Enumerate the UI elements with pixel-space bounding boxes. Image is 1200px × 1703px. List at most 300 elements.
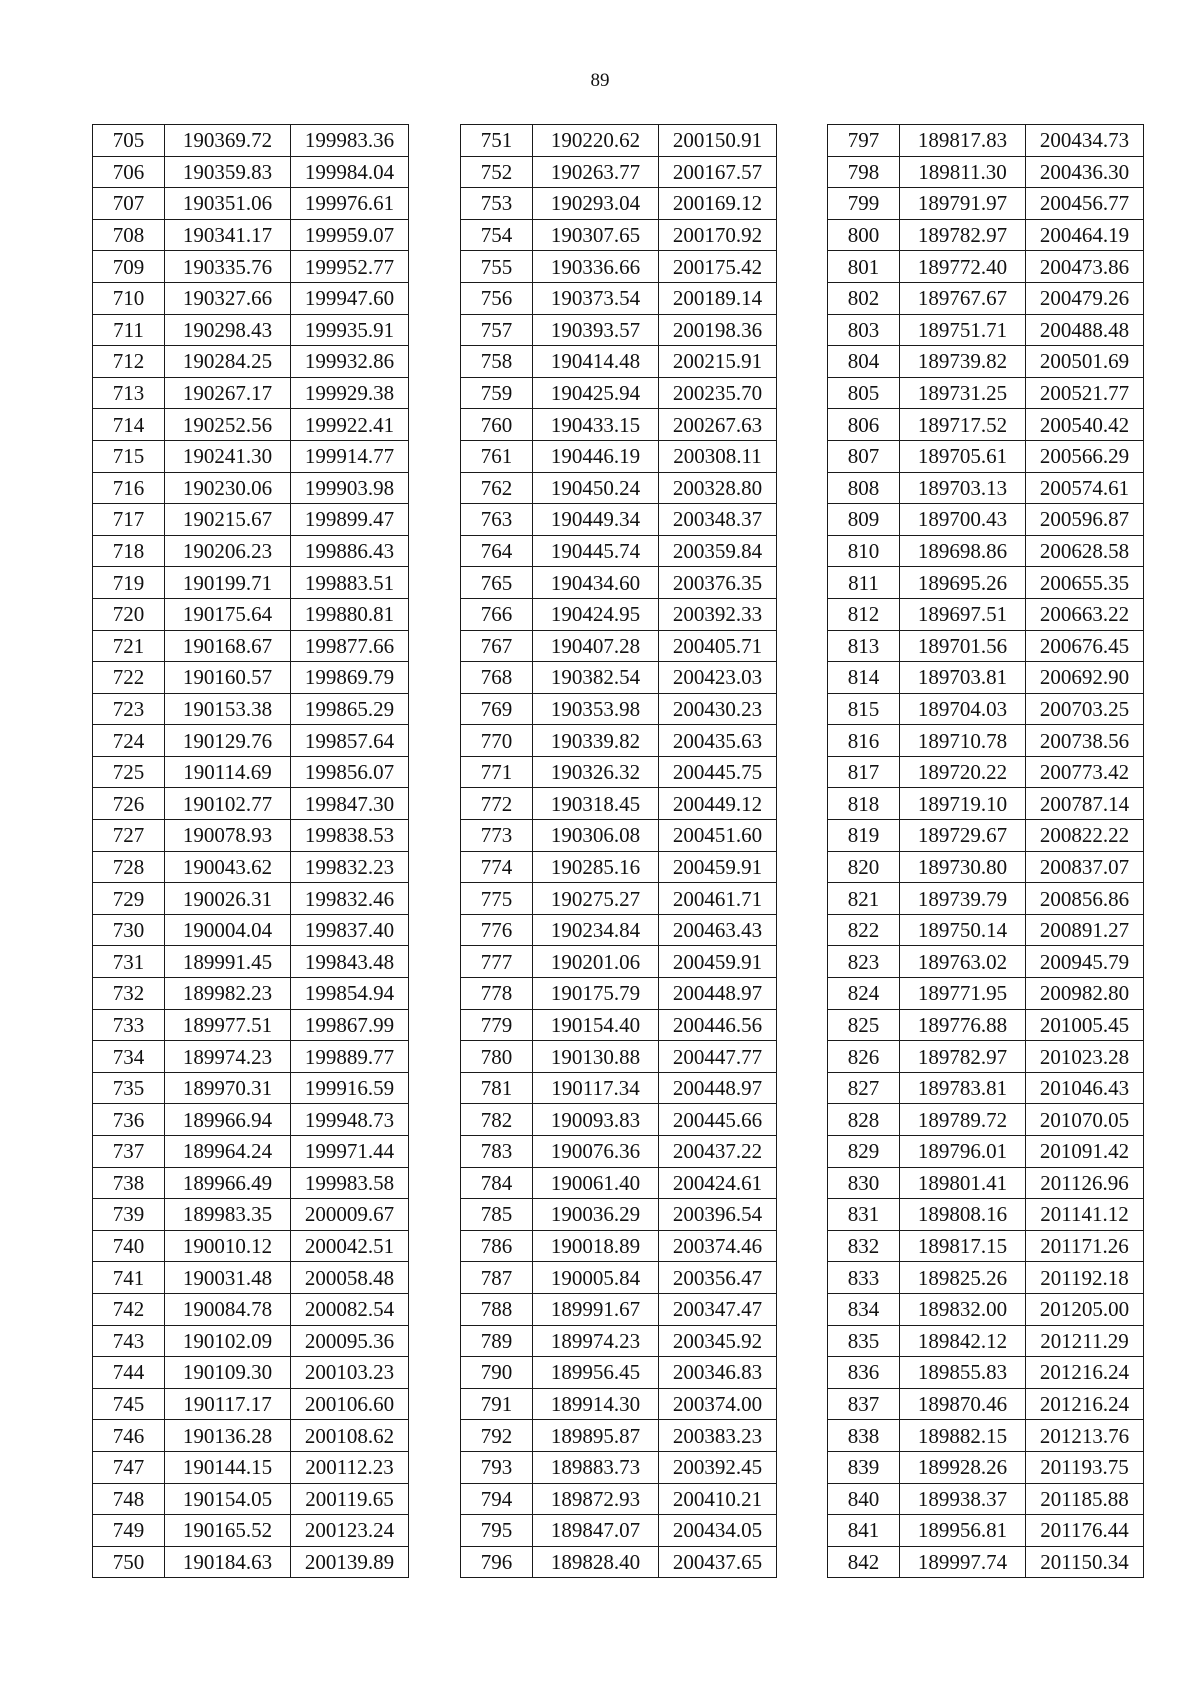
y-coordinate-cell: 200095.36: [291, 1325, 409, 1357]
point-number-cell: 745: [93, 1388, 165, 1420]
point-number-cell: 733: [93, 1009, 165, 1041]
table-row: [93, 1388, 409, 1420]
y-coordinate-cell: 200837.07: [1026, 851, 1144, 883]
table-row: [461, 1546, 777, 1578]
y-coordinate-cell: 199832.23: [291, 851, 409, 883]
point-number-cell: 803: [828, 314, 900, 346]
y-coordinate-cell: 200267.63: [659, 409, 777, 441]
table-row: [828, 1072, 1144, 1104]
y-coordinate-cell: 200540.42: [1026, 409, 1144, 441]
y-coordinate-cell: 200139.89: [291, 1546, 409, 1578]
x-coordinate-cell: 190201.06: [533, 946, 659, 978]
point-number-cell: 816: [828, 725, 900, 757]
point-number-cell: 740: [93, 1230, 165, 1262]
y-coordinate-cell: 200448.97: [659, 1072, 777, 1104]
point-number-cell: 829: [828, 1136, 900, 1168]
point-number-cell: 835: [828, 1325, 900, 1357]
table-row: [461, 1167, 777, 1199]
table-row: [461, 820, 777, 852]
table-row: [828, 1451, 1144, 1483]
point-number-cell: 810: [828, 535, 900, 567]
x-coordinate-cell: 190102.09: [165, 1325, 291, 1357]
x-coordinate-cell: 189870.46: [900, 1388, 1026, 1420]
table-row: [828, 1136, 1144, 1168]
y-coordinate-cell: 199935.91: [291, 314, 409, 346]
point-number-cell: 713: [93, 377, 165, 409]
y-coordinate-cell: 200488.48: [1026, 314, 1144, 346]
y-coordinate-cell: 200346.83: [659, 1357, 777, 1389]
x-coordinate-cell: 189974.23: [533, 1325, 659, 1357]
y-coordinate-cell: 200392.45: [659, 1451, 777, 1483]
table-row: [461, 472, 777, 504]
point-number-cell: 763: [461, 504, 533, 536]
y-coordinate-cell: 201211.29: [1026, 1325, 1144, 1357]
x-coordinate-cell: 190306.08: [533, 820, 659, 852]
table-row: [828, 219, 1144, 251]
table-row: [461, 504, 777, 536]
table-row: [461, 630, 777, 662]
table-row: [461, 1451, 777, 1483]
point-number-cell: 834: [828, 1293, 900, 1325]
x-coordinate-cell: 189991.45: [165, 946, 291, 978]
x-coordinate-cell: 190382.54: [533, 662, 659, 694]
table-row: [828, 1167, 1144, 1199]
x-coordinate-cell: 189701.56: [900, 630, 1026, 662]
table-row: [461, 1357, 777, 1389]
x-coordinate-cell: 190449.34: [533, 504, 659, 536]
table-row: [93, 1230, 409, 1262]
table-row: [461, 1325, 777, 1357]
x-coordinate-cell: 189983.35: [165, 1199, 291, 1231]
table-row: [93, 756, 409, 788]
point-number-cell: 739: [93, 1199, 165, 1231]
x-coordinate-cell: 189782.97: [900, 1041, 1026, 1073]
y-coordinate-cell: 200449.12: [659, 788, 777, 820]
x-coordinate-cell: 189956.45: [533, 1357, 659, 1389]
point-number-cell: 714: [93, 409, 165, 441]
point-number-cell: 711: [93, 314, 165, 346]
y-coordinate-cell: 200434.05: [659, 1515, 777, 1547]
table-row: [461, 156, 777, 188]
y-coordinate-cell: 200703.25: [1026, 693, 1144, 725]
table-row: [828, 978, 1144, 1010]
x-coordinate-cell: 190206.23: [165, 535, 291, 567]
x-coordinate-cell: 189697.51: [900, 598, 1026, 630]
table-row: [93, 409, 409, 441]
point-number-cell: 738: [93, 1167, 165, 1199]
x-coordinate-cell: 190373.54: [533, 282, 659, 314]
point-number-cell: 706: [93, 156, 165, 188]
table-row: [461, 693, 777, 725]
point-number-cell: 765: [461, 567, 533, 599]
table-row: [828, 1009, 1144, 1041]
y-coordinate-cell: 200891.27: [1026, 914, 1144, 946]
x-coordinate-cell: 189842.12: [900, 1325, 1026, 1357]
y-coordinate-cell: 200447.77: [659, 1041, 777, 1073]
table-row: [828, 756, 1144, 788]
table-row: [461, 1388, 777, 1420]
y-coordinate-cell: 200459.91: [659, 851, 777, 883]
x-coordinate-cell: 189700.43: [900, 504, 1026, 536]
x-coordinate-cell: 189817.83: [900, 125, 1026, 157]
table-row: [93, 662, 409, 694]
table-row: [93, 788, 409, 820]
y-coordinate-cell: 199880.81: [291, 598, 409, 630]
y-coordinate-cell: 200574.61: [1026, 472, 1144, 504]
x-coordinate-cell: 189703.81: [900, 662, 1026, 694]
table-row: [93, 440, 409, 472]
x-coordinate-cell: 190241.30: [165, 440, 291, 472]
x-coordinate-cell: 189977.51: [165, 1009, 291, 1041]
x-coordinate-cell: 190220.62: [533, 125, 659, 157]
x-coordinate-cell: 189772.40: [900, 251, 1026, 283]
table-row: [828, 630, 1144, 662]
point-number-cell: 781: [461, 1072, 533, 1104]
y-coordinate-cell: 200347.47: [659, 1293, 777, 1325]
point-number-cell: 718: [93, 535, 165, 567]
y-coordinate-cell: 201171.26: [1026, 1230, 1144, 1262]
y-coordinate-cell: 200822.22: [1026, 820, 1144, 852]
point-number-cell: 767: [461, 630, 533, 662]
y-coordinate-cell: 199929.38: [291, 377, 409, 409]
x-coordinate-cell: 190018.89: [533, 1230, 659, 1262]
y-coordinate-cell: 201213.76: [1026, 1420, 1144, 1452]
x-coordinate-cell: 189750.14: [900, 914, 1026, 946]
table-row: [461, 251, 777, 283]
table-row: [828, 946, 1144, 978]
point-number-cell: 825: [828, 1009, 900, 1041]
point-number-cell: 795: [461, 1515, 533, 1547]
table-row: [461, 662, 777, 694]
table-row: [93, 188, 409, 220]
x-coordinate-cell: 190136.28: [165, 1420, 291, 1452]
point-number-cell: 749: [93, 1515, 165, 1547]
x-coordinate-cell: 189811.30: [900, 156, 1026, 188]
y-coordinate-cell: 200374.00: [659, 1388, 777, 1420]
table-row: [461, 1104, 777, 1136]
y-coordinate-cell: 200009.67: [291, 1199, 409, 1231]
table-row: [828, 883, 1144, 915]
point-number-cell: 736: [93, 1104, 165, 1136]
table-row: [828, 440, 1144, 472]
x-coordinate-cell: 190327.66: [165, 282, 291, 314]
point-number-cell: 776: [461, 914, 533, 946]
y-coordinate-cell: 200787.14: [1026, 788, 1144, 820]
x-coordinate-cell: 189970.31: [165, 1072, 291, 1104]
x-coordinate-cell: 190130.88: [533, 1041, 659, 1073]
point-number-cell: 802: [828, 282, 900, 314]
y-coordinate-cell: 201185.88: [1026, 1483, 1144, 1515]
x-coordinate-cell: 190036.29: [533, 1199, 659, 1231]
x-coordinate-cell: 190010.12: [165, 1230, 291, 1262]
point-number-cell: 775: [461, 883, 533, 915]
y-coordinate-cell: 200103.23: [291, 1357, 409, 1389]
point-number-cell: 779: [461, 1009, 533, 1041]
table-row: [93, 914, 409, 946]
table-row: [461, 756, 777, 788]
y-coordinate-cell: 200175.42: [659, 251, 777, 283]
y-coordinate-cell: 199983.36: [291, 125, 409, 157]
point-number-cell: 780: [461, 1041, 533, 1073]
x-coordinate-cell: 189703.13: [900, 472, 1026, 504]
x-coordinate-cell: 190102.77: [165, 788, 291, 820]
table-row: [828, 1262, 1144, 1294]
table-row: [93, 978, 409, 1010]
point-number-cell: 768: [461, 662, 533, 694]
y-coordinate-cell: 200430.23: [659, 693, 777, 725]
point-number-cell: 744: [93, 1357, 165, 1389]
y-coordinate-cell: 199952.77: [291, 251, 409, 283]
y-coordinate-cell: 200198.36: [659, 314, 777, 346]
y-coordinate-cell: 201005.45: [1026, 1009, 1144, 1041]
point-number-cell: 828: [828, 1104, 900, 1136]
y-coordinate-cell: 199971.44: [291, 1136, 409, 1168]
point-number-cell: 782: [461, 1104, 533, 1136]
point-number-cell: 812: [828, 598, 900, 630]
point-number-cell: 804: [828, 346, 900, 378]
x-coordinate-cell: 189883.73: [533, 1451, 659, 1483]
x-coordinate-cell: 190284.25: [165, 346, 291, 378]
x-coordinate-cell: 189767.67: [900, 282, 1026, 314]
x-coordinate-cell: 190109.30: [165, 1357, 291, 1389]
y-coordinate-cell: 200058.48: [291, 1262, 409, 1294]
y-coordinate-cell: 200692.90: [1026, 662, 1144, 694]
x-coordinate-cell: 189928.26: [900, 1451, 1026, 1483]
table-row: [461, 914, 777, 946]
point-number-cell: 708: [93, 219, 165, 251]
x-coordinate-cell: 189730.80: [900, 851, 1026, 883]
point-number-cell: 838: [828, 1420, 900, 1452]
point-number-cell: 837: [828, 1388, 900, 1420]
x-coordinate-cell: 190004.04: [165, 914, 291, 946]
point-number-cell: 734: [93, 1041, 165, 1073]
x-coordinate-cell: 190160.57: [165, 662, 291, 694]
table-row: [93, 630, 409, 662]
page-number: 89: [590, 70, 610, 91]
table-row: [93, 1546, 409, 1578]
y-coordinate-cell: 199903.98: [291, 472, 409, 504]
x-coordinate-cell: 190026.31: [165, 883, 291, 915]
y-coordinate-cell: 199883.51: [291, 567, 409, 599]
table-row: [461, 377, 777, 409]
point-number-cell: 725: [93, 756, 165, 788]
y-coordinate-cell: 201176.44: [1026, 1515, 1144, 1547]
x-coordinate-cell: 189704.03: [900, 693, 1026, 725]
x-coordinate-cell: 190076.36: [533, 1136, 659, 1168]
table-row: [461, 1199, 777, 1231]
y-coordinate-cell: 199889.77: [291, 1041, 409, 1073]
x-coordinate-cell: 190425.94: [533, 377, 659, 409]
table-row: [828, 125, 1144, 157]
point-number-cell: 716: [93, 472, 165, 504]
y-coordinate-cell: 200167.57: [659, 156, 777, 188]
point-number-cell: 807: [828, 440, 900, 472]
point-number-cell: 815: [828, 693, 900, 725]
table-row: [93, 219, 409, 251]
point-number-cell: 730: [93, 914, 165, 946]
y-coordinate-cell: 200437.22: [659, 1136, 777, 1168]
y-coordinate-cell: 200042.51: [291, 1230, 409, 1262]
table-row: [828, 409, 1144, 441]
x-coordinate-cell: 190450.24: [533, 472, 659, 504]
y-coordinate-cell: 200856.86: [1026, 883, 1144, 915]
x-coordinate-cell: 189966.49: [165, 1167, 291, 1199]
table-row: [93, 125, 409, 157]
point-number-cell: 772: [461, 788, 533, 820]
table-row: [828, 1293, 1144, 1325]
table-row: [461, 788, 777, 820]
x-coordinate-cell: 189782.97: [900, 219, 1026, 251]
x-coordinate-cell: 190165.52: [165, 1515, 291, 1547]
point-number-cell: 793: [461, 1451, 533, 1483]
table-row: [93, 1041, 409, 1073]
point-number-cell: 723: [93, 693, 165, 725]
x-coordinate-cell: 190318.45: [533, 788, 659, 820]
y-coordinate-cell: 199832.46: [291, 883, 409, 915]
y-coordinate-cell: 200169.12: [659, 188, 777, 220]
y-coordinate-cell: 201023.28: [1026, 1041, 1144, 1073]
x-coordinate-cell: 190393.57: [533, 314, 659, 346]
point-number-cell: 784: [461, 1167, 533, 1199]
x-coordinate-cell: 189729.67: [900, 820, 1026, 852]
table-row: [461, 598, 777, 630]
x-coordinate-cell: 189991.67: [533, 1293, 659, 1325]
table-row: [461, 978, 777, 1010]
table-row: [828, 1515, 1144, 1547]
x-coordinate-cell: 190275.27: [533, 883, 659, 915]
table-row: [93, 156, 409, 188]
y-coordinate-cell: 199947.60: [291, 282, 409, 314]
x-coordinate-cell: 189828.40: [533, 1546, 659, 1578]
table-row: [461, 1262, 777, 1294]
point-number-cell: 759: [461, 377, 533, 409]
table-row: [828, 472, 1144, 504]
point-number-cell: 778: [461, 978, 533, 1010]
y-coordinate-cell: 200436.30: [1026, 156, 1144, 188]
table-row: [461, 125, 777, 157]
y-coordinate-cell: 201216.24: [1026, 1357, 1144, 1389]
x-coordinate-cell: 190433.15: [533, 409, 659, 441]
y-coordinate-cell: 200423.03: [659, 662, 777, 694]
point-number-cell: 820: [828, 851, 900, 883]
x-coordinate-cell: 190199.71: [165, 567, 291, 599]
table-row: [93, 1136, 409, 1168]
x-coordinate-cell: 190031.48: [165, 1262, 291, 1294]
x-coordinate-cell: 190184.63: [165, 1546, 291, 1578]
y-coordinate-cell: 200328.80: [659, 472, 777, 504]
point-number-cell: 794: [461, 1483, 533, 1515]
y-coordinate-cell: 200235.70: [659, 377, 777, 409]
table-row: [93, 251, 409, 283]
point-number-cell: 833: [828, 1262, 900, 1294]
table-row: [461, 1072, 777, 1104]
x-coordinate-cell: 190117.34: [533, 1072, 659, 1104]
table-row: [828, 662, 1144, 694]
x-coordinate-cell: 189808.16: [900, 1199, 1026, 1231]
y-coordinate-cell: 200521.77: [1026, 377, 1144, 409]
x-coordinate-cell: 190144.15: [165, 1451, 291, 1483]
table-row: [461, 314, 777, 346]
table-row: [461, 535, 777, 567]
y-coordinate-cell: 200189.14: [659, 282, 777, 314]
point-number-cell: 707: [93, 188, 165, 220]
y-coordinate-cell: 200451.60: [659, 820, 777, 852]
y-coordinate-cell: 199959.07: [291, 219, 409, 251]
point-number-cell: 771: [461, 756, 533, 788]
y-coordinate-cell: 200396.54: [659, 1199, 777, 1231]
x-coordinate-cell: 189796.01: [900, 1136, 1026, 1168]
y-coordinate-cell: 199916.59: [291, 1072, 409, 1104]
y-coordinate-cell: 200464.19: [1026, 219, 1144, 251]
point-number-cell: 789: [461, 1325, 533, 1357]
table-row: [461, 946, 777, 978]
point-number-cell: 783: [461, 1136, 533, 1168]
x-coordinate-cell: 189825.26: [900, 1262, 1026, 1294]
table-row: [93, 1357, 409, 1389]
x-coordinate-cell: 189974.23: [165, 1041, 291, 1073]
table-row: [93, 346, 409, 378]
x-coordinate-cell: 190359.83: [165, 156, 291, 188]
x-coordinate-cell: 189776.88: [900, 1009, 1026, 1041]
table-row: [93, 1009, 409, 1041]
point-number-cell: 728: [93, 851, 165, 883]
x-coordinate-cell: 189997.74: [900, 1546, 1026, 1578]
x-coordinate-cell: 190234.84: [533, 914, 659, 946]
table-row: [93, 567, 409, 599]
x-coordinate-cell: 190154.40: [533, 1009, 659, 1041]
table-row: [93, 314, 409, 346]
point-number-cell: 785: [461, 1199, 533, 1231]
table-row: [461, 188, 777, 220]
point-number-cell: 722: [93, 662, 165, 694]
x-coordinate-cell: 190339.82: [533, 725, 659, 757]
y-coordinate-cell: 199932.86: [291, 346, 409, 378]
table-row: [828, 725, 1144, 757]
point-number-cell: 777: [461, 946, 533, 978]
x-coordinate-cell: 190093.83: [533, 1104, 659, 1136]
table-row: [828, 1388, 1144, 1420]
point-number-cell: 746: [93, 1420, 165, 1452]
y-coordinate-cell: 200456.77: [1026, 188, 1144, 220]
y-coordinate-cell: 199869.79: [291, 662, 409, 694]
table-row: [828, 535, 1144, 567]
table-row: [828, 251, 1144, 283]
point-number-cell: 737: [93, 1136, 165, 1168]
y-coordinate-cell: 201126.96: [1026, 1167, 1144, 1199]
y-coordinate-cell: 199865.29: [291, 693, 409, 725]
point-number-cell: 800: [828, 219, 900, 251]
table-row: [93, 282, 409, 314]
y-coordinate-cell: 200082.54: [291, 1293, 409, 1325]
table-row: [93, 1420, 409, 1452]
table-row: [93, 883, 409, 915]
x-coordinate-cell: 190341.17: [165, 219, 291, 251]
table-row: [828, 820, 1144, 852]
y-coordinate-cell: 200170.92: [659, 219, 777, 251]
point-number-cell: 799: [828, 188, 900, 220]
y-coordinate-cell: 199838.53: [291, 820, 409, 852]
x-coordinate-cell: 190153.38: [165, 693, 291, 725]
point-number-cell: 762: [461, 472, 533, 504]
table-row: [461, 851, 777, 883]
x-coordinate-cell: 189966.94: [165, 1104, 291, 1136]
point-number-cell: 735: [93, 1072, 165, 1104]
point-number-cell: 826: [828, 1041, 900, 1073]
table-row: [461, 1293, 777, 1325]
point-number-cell: 797: [828, 125, 900, 157]
table-row: [93, 1451, 409, 1483]
table-row: [461, 1515, 777, 1547]
